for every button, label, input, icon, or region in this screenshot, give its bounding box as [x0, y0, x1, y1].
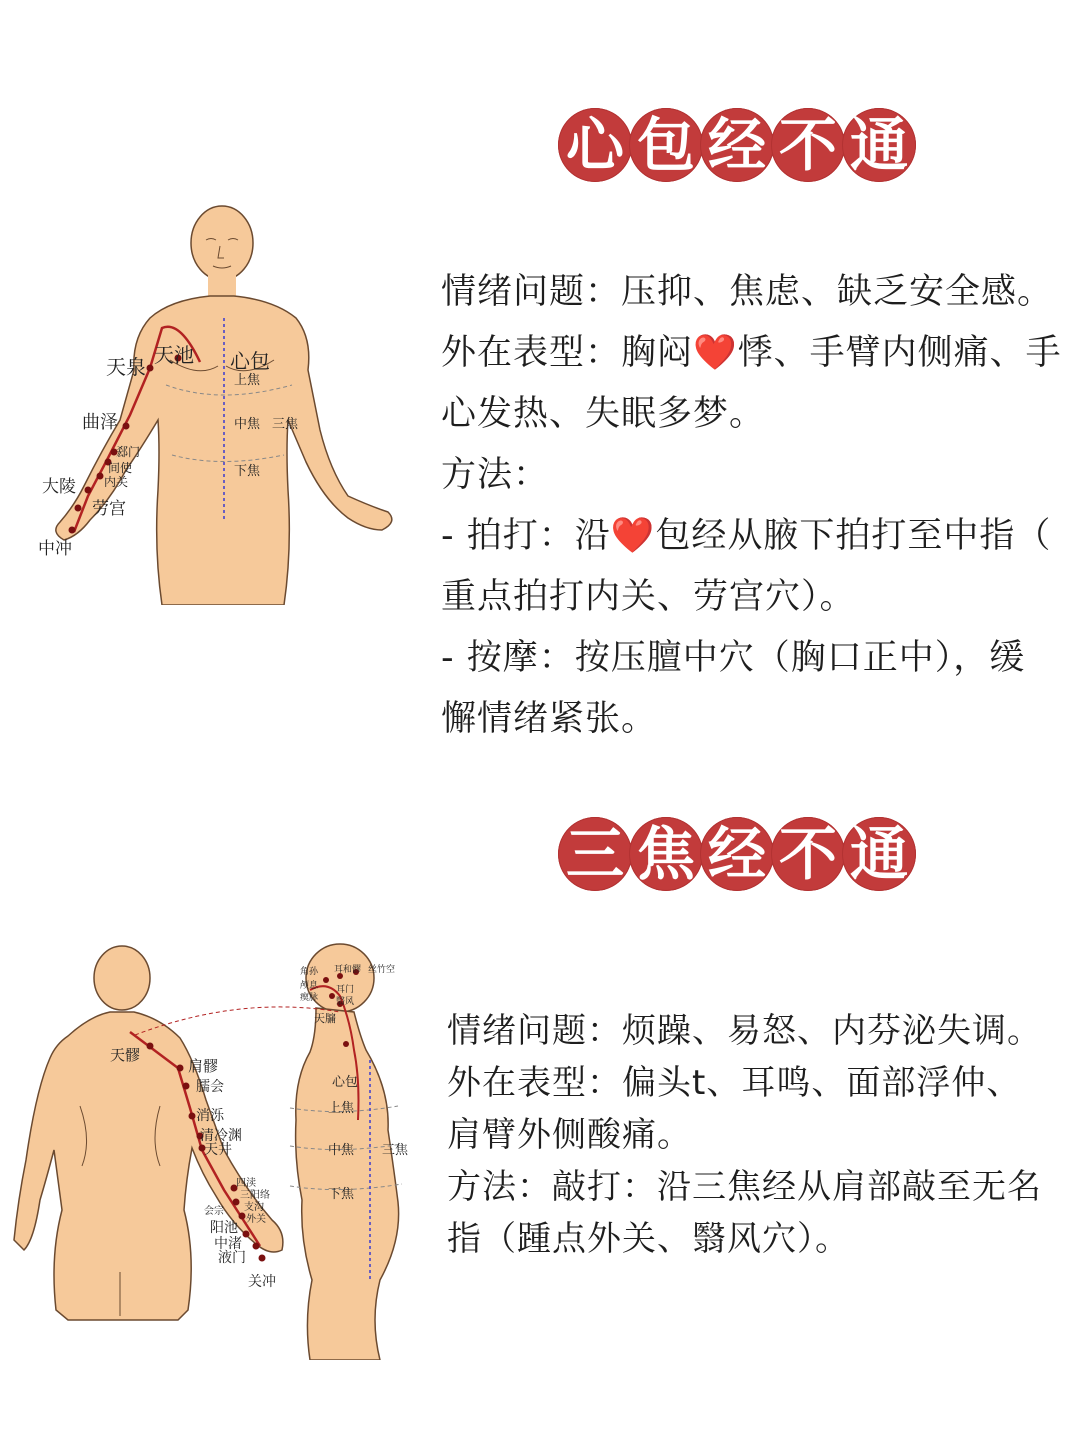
title-char: 不 — [771, 817, 845, 891]
label-yifeng: 翳风 — [336, 997, 355, 1007]
label-xiaoluo: 消泺 — [196, 1108, 224, 1124]
label-tianyou: 天牖 — [314, 1012, 336, 1025]
label-xiajiao: 下焦 — [234, 464, 261, 479]
label-huizong: 会宗 — [204, 1206, 224, 1217]
text-line: 情绪问题：压抑、焦虑、缺乏安全感。 — [441, 272, 1054, 312]
label-zhongjiao: 中焦 — [234, 417, 261, 432]
text-line: 情绪问题：烦躁、易怒、内芬泌失调。 — [447, 1011, 1042, 1051]
section-title — [558, 817, 913, 891]
label-jianshi: 间使 — [108, 461, 133, 475]
label-daling: 大陵 — [42, 477, 76, 497]
heart-icon: ❤️ — [693, 333, 738, 373]
title-char: 通 — [842, 817, 916, 891]
text-line: 重点拍打内关、劳宫穴）。 — [441, 577, 856, 617]
label-sanjiao: 三焦 — [382, 1143, 409, 1158]
text-line: - 按摩：按压膻中穴（胸口正中），缓 — [441, 638, 1026, 678]
label-erheliao: 耳和髎 — [334, 965, 362, 975]
title-char: 包 — [629, 108, 703, 182]
text-line: 方法：敲打：沿三焦经从肩部敲至无名 — [447, 1167, 1042, 1207]
label-jiaosun: 角孙 — [300, 967, 319, 977]
triple-burner-meridian-figure — [10, 940, 420, 1360]
label-naohui: 臑会 — [196, 1079, 224, 1095]
text-line: 方法： — [441, 455, 550, 495]
label-quze: 曲泽 — [82, 412, 118, 433]
label-zhongchong: 中冲 — [38, 539, 72, 559]
label-xiajiao: 下焦 — [328, 1187, 355, 1202]
title-char: 经 — [700, 108, 774, 182]
title-char: 经 — [700, 817, 774, 891]
label-xinbao: 心包 — [230, 349, 270, 373]
text-line: 外在表型：胸闷❤️悸、手臂内侧痛、手 — [441, 333, 1062, 373]
label-zhongjiao: 中焦 — [328, 1143, 355, 1158]
section-triple-burner — [0, 740, 1080, 1443]
label-zhongzhu: 中渚 — [214, 1236, 242, 1252]
label-sizhukong: 丝竹空 — [368, 965, 396, 975]
label-laogong: 劳宫 — [92, 499, 126, 519]
label-zhigou: 支沟 — [244, 1202, 264, 1213]
section-body-text — [447, 1005, 1057, 1265]
section-body-text — [441, 262, 1062, 750]
text-line: 肩臂外侧酸痛。 — [447, 1115, 692, 1155]
heart-icon: ❤️ — [610, 516, 656, 556]
title-char: 不 — [771, 108, 845, 182]
label-jianliao: 肩髎 — [188, 1057, 219, 1075]
title-char: 焦 — [629, 817, 703, 891]
title-char: 三 — [558, 817, 632, 891]
label-guanchong: 关冲 — [248, 1274, 276, 1290]
label-xinbao: 心包 — [332, 1075, 359, 1090]
label-ximen: 郄门 — [116, 445, 141, 459]
label-tianchi: 天池 — [154, 343, 194, 367]
label-tianjing: 天井 — [204, 1142, 232, 1158]
label-sidu: 四渎 — [236, 1178, 256, 1189]
title-char: 通 — [842, 108, 916, 182]
label-tianquan: 天泉 — [106, 355, 146, 379]
label-ermen: 耳门 — [336, 985, 355, 995]
text-line: 心发热、失眠多梦。 — [441, 394, 766, 434]
label-yemen: 液门 — [218, 1250, 246, 1266]
title-char: 心 — [558, 108, 632, 182]
text-line: 外在表型：偏头t、耳鸣、面部浮仲、 — [447, 1063, 1022, 1103]
label-luxi: 颅息 — [300, 981, 319, 991]
label-waiguan: 外关 — [246, 1214, 266, 1225]
label-neiguan: 内关 — [104, 475, 129, 489]
text-line: 指（踵点外关、翳风穴）。 — [447, 1219, 850, 1259]
section-title — [558, 108, 913, 182]
label-shangjiao: 上焦 — [234, 373, 261, 388]
label-shangjiao: 上焦 — [328, 1101, 355, 1116]
label-sanyangluo: 三阳络 — [240, 1190, 270, 1201]
pericardium-meridian-figure — [30, 200, 410, 605]
label-sanjiao: 三焦 — [272, 417, 299, 432]
label-yangchi: 阳池 — [210, 1220, 238, 1236]
label-qinglengyuan: 清冷渊 — [200, 1128, 242, 1144]
text-line: 懈情绪紧张。 — [441, 699, 658, 739]
label-chimai: 瘈脉 — [300, 993, 319, 1003]
label-tianliao: 天髎 — [110, 1046, 141, 1064]
text-line: - 拍打：沿❤️包经从腋下拍打至中指（ — [441, 516, 1052, 556]
